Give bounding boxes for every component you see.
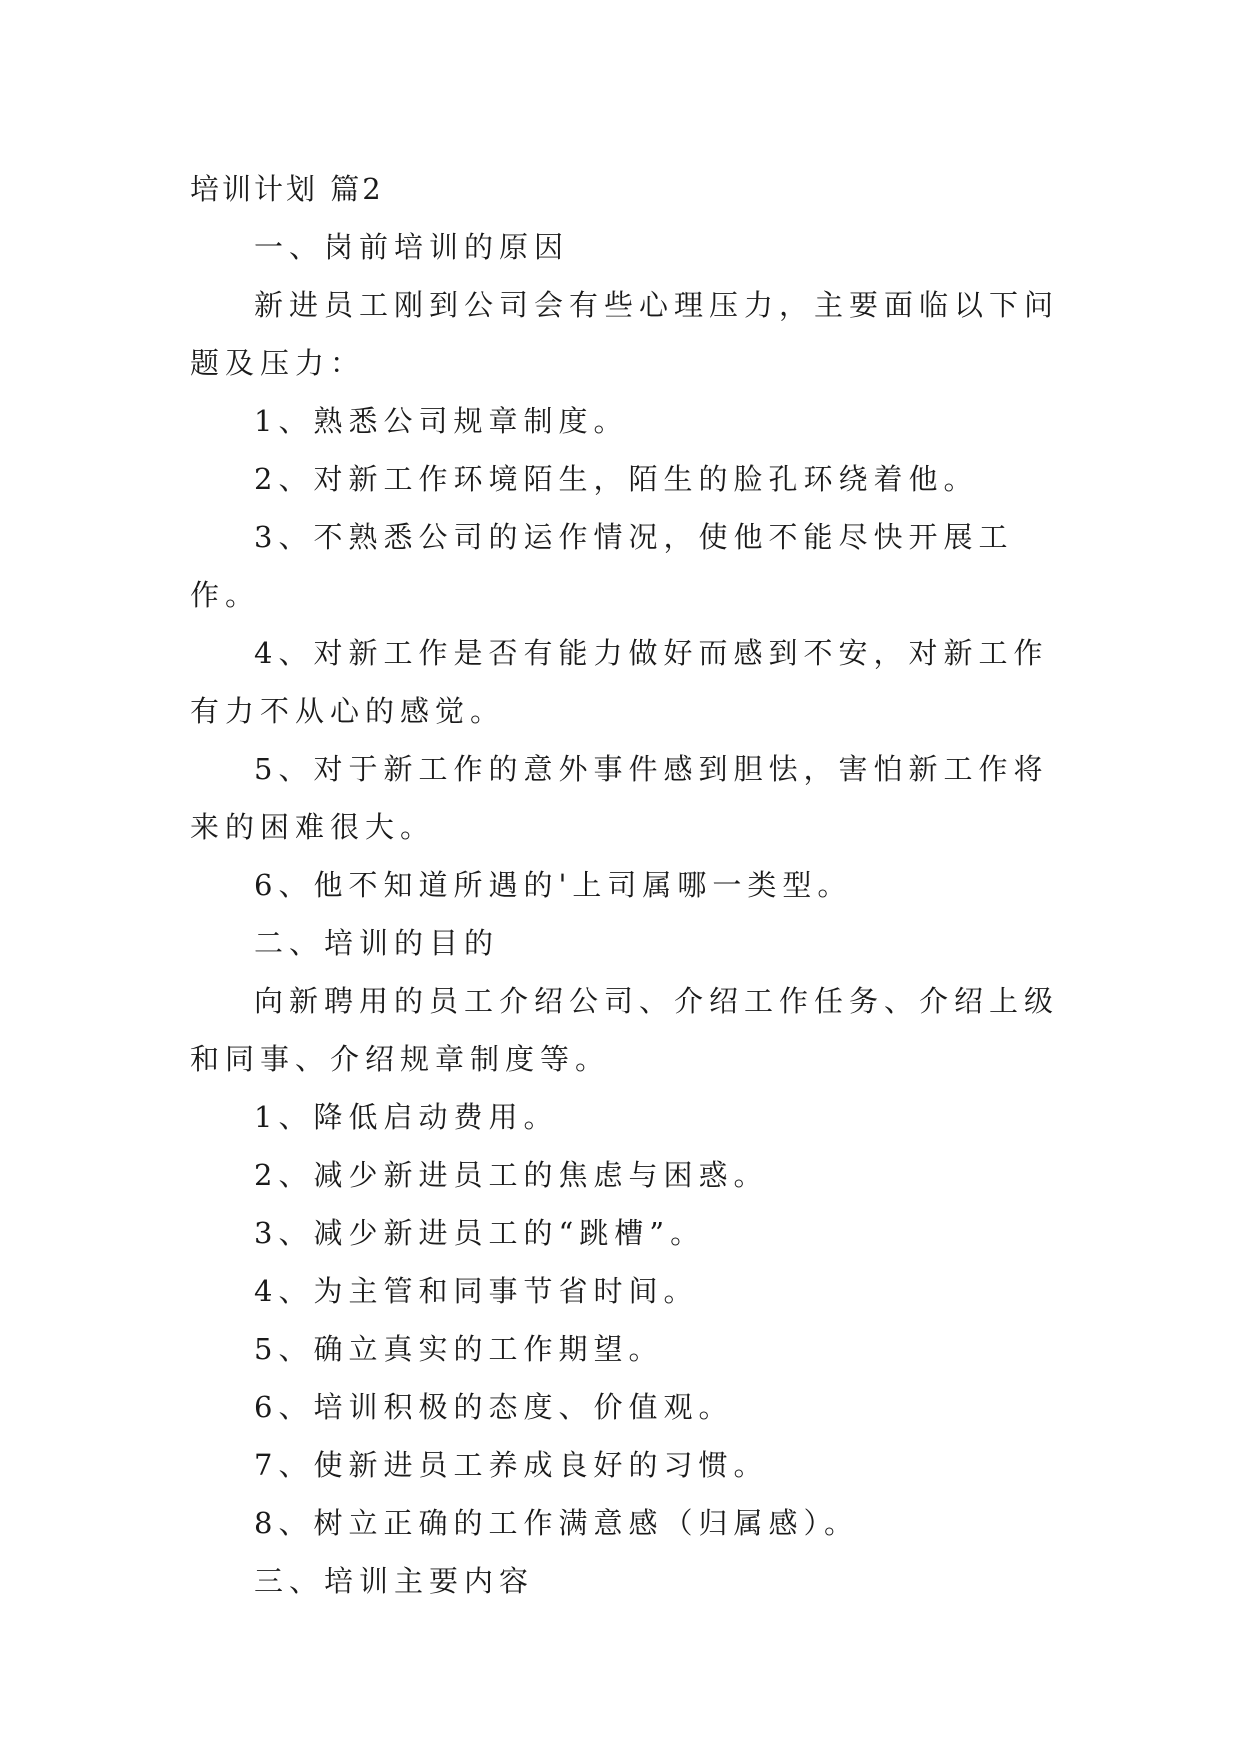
section-heading-1: 一、岗前培训的原因 (254, 230, 570, 264)
list-item: 6、培训积极的态度、价值观。 (254, 1390, 734, 1424)
list-item: 4、对新工作是否有能力做好而感到不安，对新工作有力不从心的感觉。 (190, 636, 1049, 728)
section-heading-2: 二、培训的目的 (254, 926, 500, 960)
list-item: 1、降低启动费用。 (254, 1100, 559, 1134)
list-item: 4、为主管和同事节省时间。 (254, 1274, 699, 1308)
document-page (190, 160, 1060, 1610)
list-item: 6、他不知道所遇的'上司属哪一类型。 (254, 868, 853, 902)
list-item: 1、熟悉公司规章制度。 (254, 404, 629, 438)
list-item: 5、确立真实的工作期望。 (254, 1332, 664, 1366)
list-item: 2、对新工作环境陌生，陌生的脸孔环绕着他。 (254, 462, 979, 496)
list-item: 5、对于新工作的意外事件感到胆怯，害怕新工作将来的困难很大。 (190, 752, 1049, 844)
list-item: 8、树立正确的工作满意感（归属感）。 (254, 1506, 859, 1540)
list-item: 3、减少新进员工的“跳槽”。 (254, 1216, 706, 1250)
paragraph: 向新聘用的员工介绍公司、介绍工作任务、介绍上级和同事、介绍规章制度等。 (190, 984, 1060, 1076)
section-heading-3: 三、培训主要内容 (254, 1564, 535, 1598)
document-title: 培训计划 篇2 (190, 172, 384, 206)
list-item: 7、使新进员工养成良好的习惯。 (254, 1448, 769, 1482)
paragraph: 新进员工刚到公司会有些心理压力，主要面临以下问题及压力： (190, 288, 1060, 380)
list-item: 3、不熟悉公司的运作情况，使他不能尽快开展工作。 (190, 520, 1014, 612)
list-item: 2、减少新进员工的焦虑与困惑。 (254, 1158, 769, 1192)
